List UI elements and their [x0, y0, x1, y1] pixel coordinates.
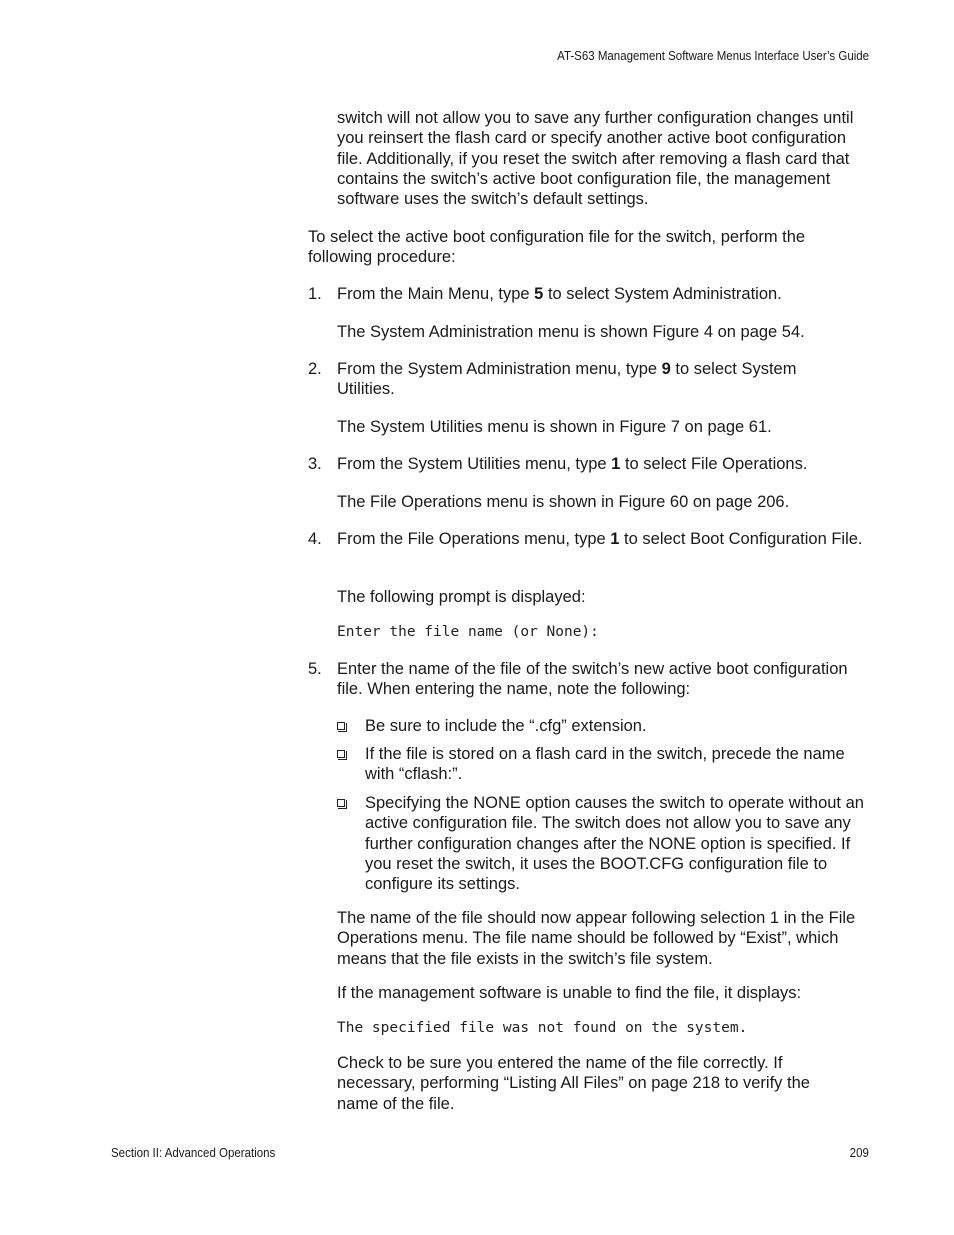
step-number: 3.	[308, 455, 322, 473]
running-header: AT-S63 Management Software Menus Interface User’s Guide	[557, 49, 869, 63]
step-note: The following prompt is displayed:	[337, 588, 586, 606]
menu-key: 5	[534, 285, 544, 303]
menu-key: 9	[661, 360, 671, 378]
step-note: The System Administration menu is shown Figure 4 on page 54.	[337, 323, 805, 341]
step-text: From the System Administration menu, type 9 to select System Utilities.	[337, 360, 797, 399]
step-number: 4.	[308, 530, 322, 548]
checkbox-bullet-icon	[337, 750, 345, 758]
step-text: From the System Utilities menu, type 1 to select File Operations.	[337, 455, 808, 473]
step-text: From the File Operations menu, type 1 to select Boot Configuration File.	[337, 530, 863, 548]
page-number: 209	[849, 1146, 869, 1160]
step-number: 2.	[308, 360, 322, 378]
bullet-item: Be sure to include the “.cfg” extension.	[365, 717, 647, 735]
error-intro: If the management software is unable to find the file, it displays:	[337, 984, 802, 1002]
step-note: The System Utilities menu is shown in Figure 7 on page 61.	[337, 418, 772, 436]
checkbox-bullet-icon	[337, 799, 345, 807]
prompt-code: Enter the file name (or None):	[337, 624, 599, 640]
step-note: The File Operations menu is shown in Figure 60 on page 206.	[337, 493, 790, 511]
procedure-intro: To select the active boot configuration file for the switch, perform the following procedure:	[308, 228, 806, 267]
menu-key: 1	[610, 530, 620, 548]
result-paragraph: The name of the file should now appear following selection 1 in the File Operations menu. The file name should be followed by “Exist”, which means that the file exists in the switch’s file system.	[337, 909, 856, 968]
step-number: 5.	[308, 660, 322, 678]
error-code: The specified file was not found on the system.	[337, 1020, 748, 1036]
step-text: From the Main Menu, type 5 to select System Administration.	[337, 285, 782, 303]
continuation-paragraph: switch will not allow you to save any further configuration changes until you reinsert the flash card or specify another active boot configuration file. Additionally, if you reset the switch after removing a flash card that contains the switch’s active boot configuration file, the management software uses the switch’s default settings.	[337, 109, 854, 209]
footer-section: Section II: Advanced Operations	[111, 1146, 276, 1160]
checkbox-bullet-icon	[337, 722, 345, 730]
step-number: 1.	[308, 285, 322, 303]
menu-key: 1	[611, 455, 621, 473]
closing-paragraph: Check to be sure you entered the name of the file correctly. If necessary, performing “Listing All Files” on page 218 to verify the name of the file.	[337, 1054, 810, 1113]
bullet-item: If the file is stored on a flash card in the switch, precede the name with “cflash:”.	[365, 745, 845, 784]
step-text: Enter the name of the file of the switch’s new active boot configuration file. When entering the name, note the following:	[337, 660, 848, 699]
bullet-item: Specifying the NONE option causes the switch to operate without an active configuration file. The switch does not allow you to save any further configuration changes after the NONE option is specified. If you reset the switch, it uses the BOOT.CFG configuration file to configure its settings.	[365, 794, 864, 894]
